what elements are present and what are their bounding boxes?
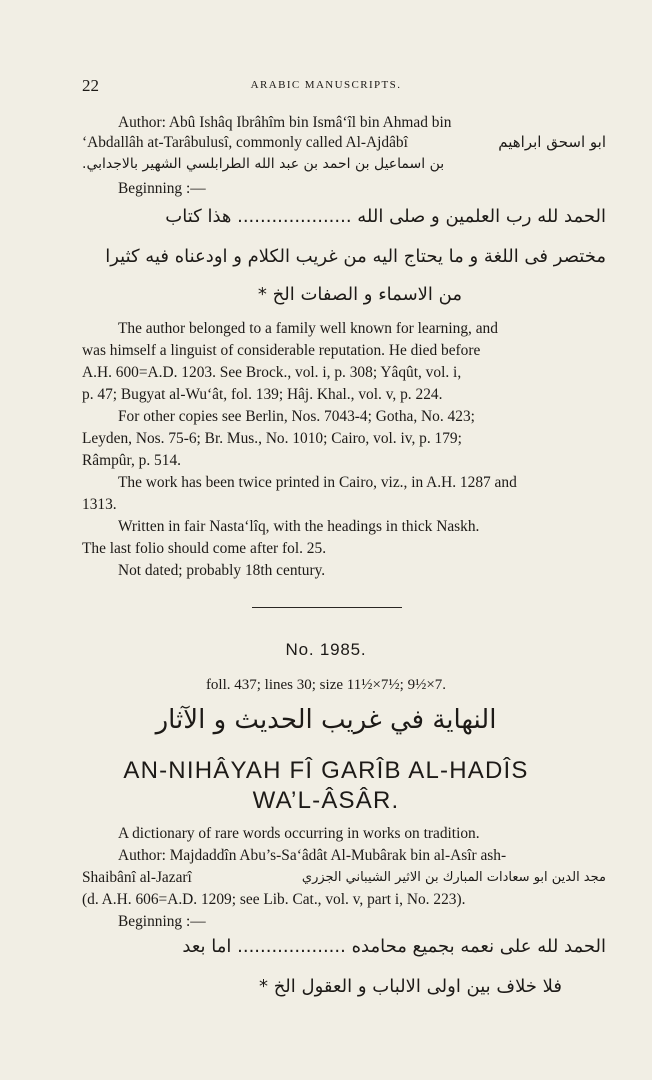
para-1-line-3: A.H. 600=A.D. 1203. See Brock., vol. i, p. 308; Yâqût, vol. i,	[82, 364, 462, 381]
author-1985-name-ar: مجد الدين ابو سعادات المبارك بن الاثير الشيباني الجزري	[301, 870, 606, 885]
beginning-arabic-1: الحمد لله رب العلمين و صلى الله .................... هذا كتاب	[165, 206, 606, 227]
title-english-line-2: WA’L-ÂSÂR.	[252, 787, 400, 814]
description: A dictionary of rare words occurring in works on tradition.	[118, 825, 480, 842]
section-divider	[252, 607, 402, 608]
author-1985-line-3: (d. A.H. 606=A.D. 1209; see Lib. Cat., vol. v, part i, No. 223).	[82, 891, 466, 908]
para-3-line-2: 1313.	[82, 496, 117, 513]
para-2-line-1: For other copies see Berlin, Nos. 7043-4; Gotha, No. 423;	[118, 408, 475, 425]
page-number: 22	[82, 76, 99, 95]
para-4-line-2: The last folio should come after fol. 25.	[82, 540, 327, 557]
beginning-1985-arabic-1: الحمد لله على نعمه بجميع محامده ................... اما بعد	[182, 936, 606, 957]
title-arabic: النهاية في غريب الحديث و الآثار	[155, 705, 497, 735]
entry-number: No. 1985.	[285, 640, 367, 659]
para-4-line-1: Written in fair Nasta‘lîq, with the headings in thick Naskh.	[118, 518, 480, 535]
para-1-line-1: The author belonged to a family well known for learning, and	[118, 320, 498, 337]
beginning-1985-arabic-2: فلا خلاف بين اولى الالباب و العقول الخ *	[258, 976, 562, 997]
para-2-line-2: Leyden, Nos. 75-6; Br. Mus., No. 1010; Cairo, vol. iv, p. 179;	[82, 430, 462, 447]
title-english-line-1: AN-NIHÂYAH FÎ GARÎB AL-HADÎS	[123, 757, 529, 784]
beginning-1985-label: Beginning :—	[118, 913, 206, 930]
author-line-1: Author: Abû Ishâq Ibrâhîm bin Ismâ‘îl bin Ahmad bin	[118, 114, 452, 131]
folio-info: foll. 437; lines 30; size 11½×7½; 9½×7.	[205, 677, 447, 693]
author-name-ar: ابو اسحق ابراهيم	[498, 133, 606, 151]
beginning-arabic-2: مختصر فى اللغة و ما يحتاج اليه من غريب الكلام و اودعناه فيه كثيرا	[105, 246, 606, 267]
para-2-line-3: Râmpûr, p. 514.	[82, 452, 181, 469]
para-3-line-1: The work has been twice printed in Cairo, viz., in A.H. 1287 and	[118, 474, 517, 491]
author-1985-line-1: Author: Majdaddîn Abu’s-Sa‘âdât Al-Mubârak bin al-Asîr ash-	[118, 847, 507, 864]
author-1985-line-2	[82, 867, 606, 888]
running-head: ARABIC MANUSCRIPTS.	[250, 79, 402, 91]
para-1-line-2: was himself a linguist of considerable reputation. He died before	[82, 342, 481, 359]
author-1985-name-en: Shaibânî al-Jazarî	[82, 869, 192, 886]
para-1-line-4: p. 47; Bugyat al-Wu‘ât, fol. 139; Hâj. Khal., vol. v, p. 224.	[82, 386, 443, 403]
author-line-3-arabic: بن اسماعيل بن احمد بن عبد الله الطرابلسي الشهير بالاجدابي.	[82, 156, 445, 172]
author-line-2	[82, 132, 606, 153]
author-name-en: ‘Abdallâh at-Tarâbulusî, commonly called Al-Ajdâbî	[82, 134, 408, 151]
para-5: Not dated; probably 18th century.	[118, 562, 326, 579]
beginning-arabic-3: من الاسماء و الصفات الخ *	[257, 284, 462, 305]
beginning-label: Beginning :—	[118, 180, 206, 197]
